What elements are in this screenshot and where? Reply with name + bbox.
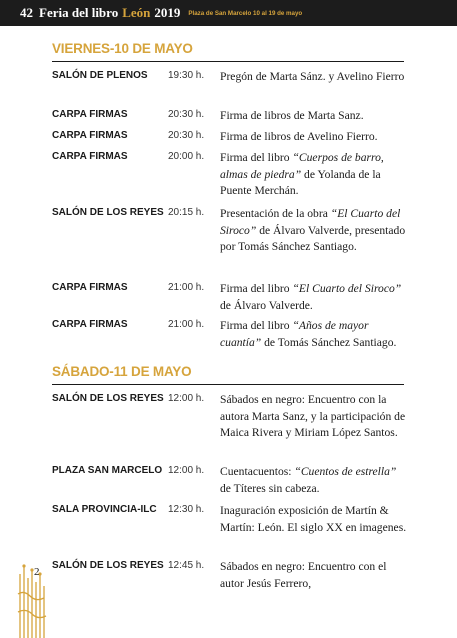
- event-place: CARPA FIRMAS: [52, 319, 128, 330]
- event-description: [220, 129, 410, 146]
- event-title-italic: “Años de mayor cuantía”: [220, 319, 369, 349]
- event-time: 20:15 h.: [168, 207, 205, 218]
- event-place: CARPA FIRMAS: [52, 109, 128, 120]
- event-text: Firma de libros de Avelino Fierro.: [220, 130, 378, 143]
- event-time: 21:00 h.: [168, 282, 205, 293]
- header-subtitle: Plaza de San Marcelo 10 al 19 de mayo: [188, 9, 303, 17]
- day-title: VIERNES-10 DE MAYO: [52, 41, 193, 56]
- event-description: [220, 150, 410, 200]
- day-title: SÁBADO-11 DE MAYO: [52, 364, 192, 379]
- header-title: Feria del libro: [39, 5, 119, 20]
- event-text: Firma del libro: [220, 151, 293, 164]
- event-place: SALÓN DE PLENOS: [52, 70, 148, 81]
- event-title-italic: “El Cuarto del Siroco”: [292, 282, 402, 295]
- event-time: 12:00 h.: [168, 393, 205, 404]
- event-title-italic: “El Cuarto del Siroco”: [220, 207, 401, 237]
- page-header: [0, 0, 457, 26]
- event-place: SALÓN DE LOS REYES: [52, 207, 164, 218]
- event-place: SALÓN DE LOS REYES: [52, 393, 164, 404]
- event-time: 20:00 h.: [168, 151, 205, 162]
- event-text: Inaguración exposición de Martín & Martín: León. El siglo XX en imagenes.: [220, 504, 407, 534]
- event-text: Firma del libro: [220, 319, 293, 332]
- event-text: Firma del libro: [220, 282, 293, 295]
- event-description: [220, 392, 410, 442]
- event-time: 20:30 h.: [168, 109, 205, 120]
- day-divider: [52, 384, 404, 385]
- event-description: [220, 69, 410, 86]
- event-description: [220, 318, 410, 351]
- event-text: Sábados en negro: Encuentro con la autora Marta Sanz, y la participación de Maica Rivera y Miriam López Santos.: [220, 393, 406, 439]
- event-text: Sábados en negro: Encuentro con el autor Jesús Ferrero,: [220, 560, 387, 590]
- event-text: de Títeres sin cabeza.: [220, 481, 320, 495]
- event-time: 12:00 h.: [168, 465, 205, 476]
- page-number: 2: [34, 566, 40, 578]
- header-page-number: 42: [20, 5, 33, 20]
- day-divider: [52, 61, 404, 62]
- event-time: 12:30 h.: [168, 504, 205, 515]
- event-time: 21:00 h.: [168, 319, 205, 330]
- event-description: [220, 206, 410, 256]
- event-place: CARPA FIRMAS: [52, 282, 128, 293]
- event-description: [220, 108, 410, 125]
- decorative-columns-icon: [0, 560, 52, 638]
- event-place: PLAZA SAN MARCELO: [52, 465, 163, 476]
- event-description: [220, 503, 410, 536]
- event-time: 12:45 h.: [168, 560, 205, 571]
- header-city: León: [122, 5, 151, 20]
- event-title-italic: “Cuentos de estrella”: [294, 465, 397, 478]
- event-text: de Yolanda de la Puente Merchán.: [220, 167, 381, 197]
- event-place: CARPA FIRMAS: [52, 130, 128, 141]
- event-text: Pregón de Marta Sánz. y Avelino Fierro: [220, 70, 405, 83]
- event-text: Cuentacuentos:: [220, 465, 295, 478]
- event-title-italic: “Cuerpos de barro, almas de piedra”: [220, 151, 384, 181]
- event-place: CARPA FIRMAS: [52, 151, 128, 162]
- event-description: [220, 559, 410, 592]
- event-time: 20:30 h.: [168, 130, 205, 141]
- event-description: [220, 281, 410, 314]
- event-text: Presentación de la obra: [220, 207, 331, 220]
- event-text: Firma de libros de Marta Sanz.: [220, 109, 364, 122]
- event-text: de Álvaro Valverde, presentado por Tomás Sánchez Santiago.: [220, 223, 406, 253]
- event-place: SALÓN DE LOS REYES: [52, 560, 164, 571]
- event-text: de Tomás Sánchez Santiago.: [261, 335, 397, 349]
- event-text: de Álvaro Valverde.: [220, 298, 313, 312]
- event-time: 19:30 h.: [168, 70, 205, 81]
- event-description: [220, 464, 410, 497]
- event-place: SALA PROVINCIA-ILC: [52, 504, 157, 515]
- header-year: 2019: [154, 5, 181, 20]
